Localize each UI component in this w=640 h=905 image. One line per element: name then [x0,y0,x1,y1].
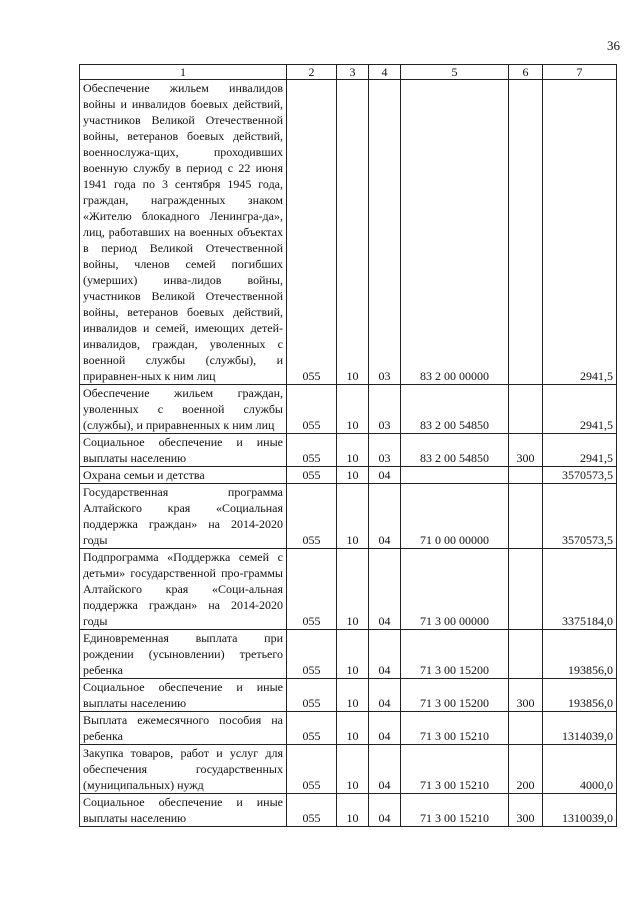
row-amount: 4000,0 [543,745,617,794]
row-subsection: 04 [369,712,401,745]
row-section: 10 [337,794,369,827]
row-target-item: 83 2 00 54850 [401,434,509,467]
row-section: 10 [337,712,369,745]
row-name: Социальное обеспечение и иные выплаты населению [80,679,287,712]
row-target-item: 71 3 00 15210 [401,745,509,794]
row-expense-type: 200 [509,745,543,794]
table-row [80,794,617,827]
table-row [80,385,617,434]
row-expense-type [509,467,543,484]
table-row [80,712,617,745]
table-row [80,549,617,630]
row-expense-type [509,712,543,745]
header-col-4: 4 [369,65,401,80]
table-row [80,679,617,712]
row-amount: 2941,5 [543,434,617,467]
row-subsection: 04 [369,484,401,549]
row-name: Единовременная выплата при рождении (усыновлении) третьего ребенка [80,630,287,679]
row-expense-type [509,484,543,549]
row-subsection: 03 [369,434,401,467]
row-section: 10 [337,745,369,794]
row-section: 10 [337,434,369,467]
row-subsection: 04 [369,745,401,794]
row-section: 10 [337,484,369,549]
row-amount: 193856,0 [543,630,617,679]
row-section: 10 [337,679,369,712]
row-amount: 1314039,0 [543,712,617,745]
row-ministry-code: 055 [287,679,337,712]
page-number: 36 [607,38,620,53]
row-subsection: 04 [369,467,401,484]
row-section: 10 [337,549,369,630]
table-row [80,745,617,794]
row-name: Закупка товаров, работ и услуг для обеспечения государственных (муниципальных) нужд [80,745,287,794]
row-ministry-code: 055 [287,484,337,549]
row-subsection: 04 [369,679,401,712]
row-amount: 3570573,5 [543,467,617,484]
row-target-item: 71 3 00 15210 [401,712,509,745]
row-ministry-code: 055 [287,385,337,434]
table-row [80,630,617,679]
row-ministry-code: 055 [287,794,337,827]
row-subsection: 04 [369,794,401,827]
row-subsection: 04 [369,630,401,679]
row-target-item [401,467,509,484]
row-amount: 2941,5 [543,80,617,385]
row-name: Обеспечение жильем инвалидов войны и инвалидов боевых действий, участников Великой Отечественной войны, ветеранов боевых действий, военнослужа-щих, проходивших военную службу в период с 22 июня 1941 года по 3 сентября 1945 года, граждан, награжденных знаком «Жителю блокадного Ленингра-да», лиц, работавших на военных объектах в период Великой Отечественной войны, членов семей погибших (умерших) инва-лидов войны, участников Великой Отечественной войны, ветеранов боевых действий, инвалидов и семей, имеющих детей-инвалидов, граждан, уволенных с военной службы (службы), и приравнен-ных к ним лиц [80,80,287,385]
row-subsection: 03 [369,80,401,385]
row-expense-type [509,630,543,679]
header-col-3: 3 [337,65,369,80]
row-ministry-code: 055 [287,630,337,679]
row-section: 10 [337,385,369,434]
row-amount: 3570573,5 [543,484,617,549]
header-col-7: 7 [543,65,617,80]
row-section: 10 [337,80,369,385]
row-ministry-code: 055 [287,80,337,385]
row-expense-type [509,80,543,385]
row-expense-type: 300 [509,679,543,712]
row-target-item: 83 2 00 54850 [401,385,509,434]
row-ministry-code: 055 [287,467,337,484]
row-subsection: 03 [369,385,401,434]
header-col-6: 6 [509,65,543,80]
table-row [80,467,617,484]
row-amount: 2941,5 [543,385,617,434]
row-target-item: 71 3 00 15200 [401,679,509,712]
row-expense-type [509,385,543,434]
table-row [80,484,617,549]
header-col-5: 5 [401,65,509,80]
row-amount: 1310039,0 [543,794,617,827]
row-name: Охрана семьи и детства [80,467,287,484]
row-name: Выплата ежемесячного пособия на ребенка [80,712,287,745]
row-subsection: 04 [369,549,401,630]
row-target-item: 71 3 00 15210 [401,794,509,827]
row-ministry-code: 055 [287,549,337,630]
row-target-item: 71 3 00 15200 [401,630,509,679]
table-row [80,80,617,385]
row-expense-type: 300 [509,794,543,827]
row-expense-type: 300 [509,434,543,467]
row-ministry-code: 055 [287,712,337,745]
row-section: 10 [337,630,369,679]
row-name: Подпрограмма «Поддержка семей с детьми» государственной про-граммы Алтайского края «Соци-альная поддержка граждан» на 2014-2020 годы [80,549,287,630]
header-col-1: 1 [80,65,287,80]
budget-table [79,64,617,827]
row-name: Социальное обеспечение и иные выплаты населению [80,434,287,467]
table-row [80,434,617,467]
row-amount: 193856,0 [543,679,617,712]
row-expense-type [509,549,543,630]
row-ministry-code: 055 [287,434,337,467]
row-target-item: 71 3 00 00000 [401,549,509,630]
row-section: 10 [337,467,369,484]
row-name: Социальное обеспечение и иные выплаты населению [80,794,287,827]
header-col-2: 2 [287,65,337,80]
row-target-item: 83 2 00 00000 [401,80,509,385]
row-ministry-code: 055 [287,745,337,794]
row-amount: 3375184,0 [543,549,617,630]
row-name: Государственная программа Алтайского края «Социальная поддержка граждан» на 2014-2020 годы [80,484,287,549]
row-name: Обеспечение жильем граждан, уволенных с военной службы (службы), и приравненных к ним лиц [80,385,287,434]
row-target-item: 71 0 00 00000 [401,484,509,549]
header-row [80,65,617,80]
